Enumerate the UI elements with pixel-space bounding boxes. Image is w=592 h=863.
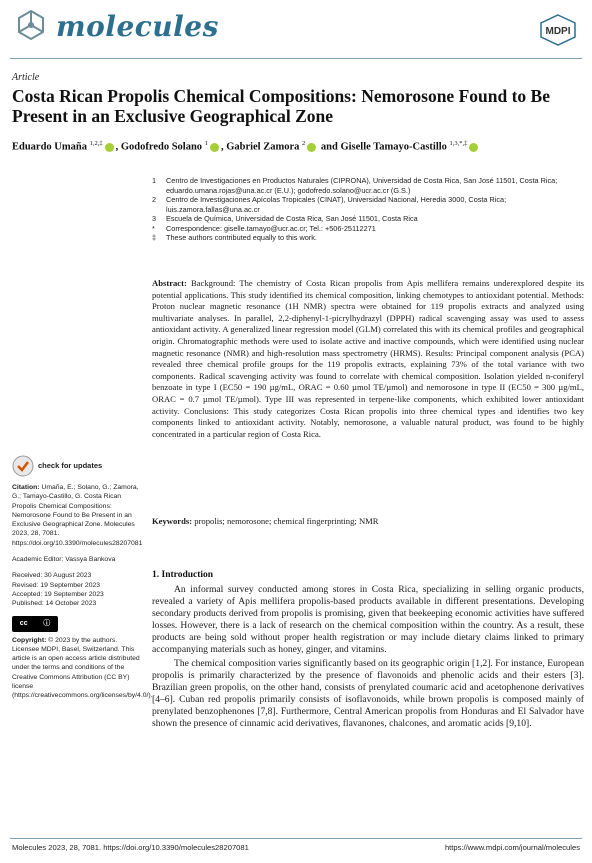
orcid-icon[interactable] (105, 143, 114, 152)
author-name: Eduardo Umaña (12, 141, 90, 153)
affiliation-marker: 1 (152, 176, 157, 185)
footer-divider (10, 838, 582, 839)
mdpi-logo-icon (538, 14, 578, 46)
affiliation-text: Correspondence: giselle.tamayo@ucr.ac.cr; Tel.: +506-25112271 (166, 223, 376, 233)
citation-label: Citation: (12, 484, 40, 491)
footer-citation: Molecules 2023, 28, 7081. https://doi.org/10.3390/molecules28207081 (12, 843, 249, 852)
footer-journal-link[interactable]: https://www.mdpi.com/journal/molecules (444, 843, 580, 852)
affiliation-item (152, 233, 582, 243)
paragraph: The chemical composition varies significantly based on its geographic origin [1,2]. For instance, European propolis is primarily characterized by the presence of flavonoids and phenolic acids and their esters [3]. Brazilian green propolis, on the other hand, consists of prenylated coumaric acid and acetophenone derivatives [4–6]. Cuban red propolis primarily consists of isoflavonoids, while brown propolis is composed mainly of prenylated benzophenones [7,8]. Furthermore, Central American propolis from Honduras and El Salvador have shown the presence of cinnamic acid derivatives, flavanones, chalcones, and aromatic acids [9,10]. (152, 658, 584, 729)
citation (12, 483, 143, 548)
affiliation-item (152, 176, 582, 195)
keywords (152, 516, 584, 526)
received-date: Received: 30 August 2023 (12, 572, 92, 580)
publisher-name: MDPI (545, 26, 571, 37)
check-for-updates-button[interactable] (12, 455, 140, 477)
affiliation-item (152, 214, 582, 224)
affiliation-text: Escuela de Química, Universidad de Costa Rica, San José 11501, Costa Rica (166, 214, 418, 223)
keywords-label: Keywords: (152, 516, 193, 526)
abstract-label: Abstract: (152, 278, 187, 288)
affiliation-item (152, 195, 582, 214)
orcid-icon[interactable] (307, 143, 316, 152)
citation-text: Umaña, E.; Solano, G.; Zamora, G.; Tamayo-Castillo, G. Costa Rican Propolis Chemical Compositions: Nemorosone Found to Be Present in an Exclusive Geographical Zone. Molecules 2023, 28, 7081. https://doi.org/10.3390/molecules28207081 (12, 484, 143, 547)
affiliation-marker: ‡ (152, 233, 157, 242)
abstract-text: Background: The chemistry of Costa Rican propolis from Apis mellifera remains underexplored despite its potential applications. This study identified its chemical composition, linking chemotypes to antioxidant potential. Methods: Proton nuclear magnetic resonance (1H NMR) spectra were obtained for 119 propolis extracts and analyzed using multivariate analyses. In parallel, 2,2-diphenyl-1-picrylhydrazyl (DPPH) radical scavenging assay was used to assess antioxidant activity. A generalized linear regression model (GLM) correlated this with its chemical profiles and geographical origin. Chromatographic methods were used to isolate active and inactive compounds, which were identified using nuclear magnetic resonance (NMR) and high-resolution mass spectrometry (HRMS). Results: Principal component analysis (PCA) revealed three chemical profile groups for the 119 propolis extracts, explaining 73% of the total variance with two components. Radical scavenging activity was found to correlate with chemical composition. Isolation yielded n-coniferyl benzoate in type I (EC50 = 190 µg/mL, ORAC = 0.60 µmol TE/µmol) and nemorosone in type II (EC50 = 300 µg/mL, ORAC = 0.7 µmol TE/µmol). Type III was represented in terpene-like components, which exhibited lower antioxidant activity. Conclusions: This study categorizes Costa Rican propolis into three chemical types and identifies two key components linked to antioxidant activity. Notably, nemorosone, a valuable natural product, was found to be highly concentrated in a particular region of Costa Rica. (152, 278, 584, 439)
author-separator: , (220, 141, 227, 153)
cc-license-icon[interactable]: cc ⓘ (12, 616, 58, 632)
author-affiliation-marker: 1,2,‡ (89, 140, 103, 147)
copyright-label: Copyright: (12, 636, 47, 644)
copyright (12, 636, 153, 701)
section-title: 1. Introduction (152, 570, 214, 580)
affiliation-marker: 2 (152, 195, 157, 204)
sidebar (12, 455, 153, 701)
academic-editor: Academic Editor: Vassya Bankova (12, 556, 116, 564)
affiliations (152, 176, 582, 243)
check-updates-label: check for updates (38, 461, 103, 470)
section-body (152, 584, 584, 732)
copyright-text: © 2023 by the authors. Licensee MDPI, Basel, Switzerland. This article is an open access article distributed under the terms and conditions of the Creative Commons Attribution (CC BY) license (https://creativecommons.org/licenses/by/4.0/). (12, 636, 153, 700)
header-divider (10, 58, 582, 59)
affiliation-text: Centro de Investigaciones en Productos Naturales (CIPRONA), Universidad de Costa Rica, San José 11501, Costa Rica; eduardo.umana.rojas@una.ac.cr (E.U.); godofredo.solano@ucr.ac.cr (G.S.) (166, 176, 558, 195)
journal-logo-icon (12, 8, 50, 46)
article-type: Article (12, 72, 40, 83)
author-list (12, 140, 480, 153)
accepted-date: Accepted: 19 September 2023 (12, 590, 104, 598)
affiliation-item (152, 224, 582, 234)
orcid-icon[interactable] (210, 143, 219, 152)
abstract (152, 278, 584, 440)
orcid-icon[interactable] (469, 143, 478, 152)
published-date: Published: 14 October 2023 (12, 600, 97, 608)
affiliation-marker: * (152, 223, 155, 233)
author-separator: , (115, 141, 121, 153)
author-separator: and (318, 141, 341, 153)
affiliation-marker: 3 (152, 214, 157, 223)
author-name: Giselle Tamayo-Castillo (340, 141, 450, 153)
article-title: Costa Rican Propolis Chemical Compositions: Nemorosone Found to Be Present in an Exclusive Geographical Zone (12, 86, 550, 126)
paragraph: An informal survey conducted among stores in Costa Rica, specializing in selling organic products, revealed a variety of Apis mellifera propolis-based products available in different presentations. Developing secondary products derived from propolis is promising, given that beekeeping economic activities have suffered losses. However, there is a lack of research on the chemical composition within the country. As a result, these products are being sold without proper health registration or may include dietary claims linked to primary accompanying materials such as honey, ginger, and vitamins. (152, 584, 584, 655)
author-affiliation-marker: 1 (204, 140, 208, 147)
check-updates-icon (12, 455, 34, 477)
author-affiliation-marker: 2 (302, 140, 306, 147)
affiliation-text: Centro de Investigaciones Apícolas Tropicales (CINAT), Universidad Nacional, Heredia 3000, Costa Rica; luis.zamora.fallas@una.ac.cr (166, 195, 507, 214)
author-name: Godofredo Solano (120, 141, 205, 153)
author-name: Gabriel Zamora (226, 141, 303, 153)
journal-name: molecules (56, 10, 219, 43)
affiliation-text: These authors contributed equally to this work. (166, 233, 317, 242)
revised-date: Revised: 19 September 2023 (12, 581, 101, 589)
keywords-text: propolis; nemorosone; chemical fingerprinting; NMR (194, 516, 379, 526)
author-affiliation-marker: 1,3,*,‡ (449, 140, 468, 147)
